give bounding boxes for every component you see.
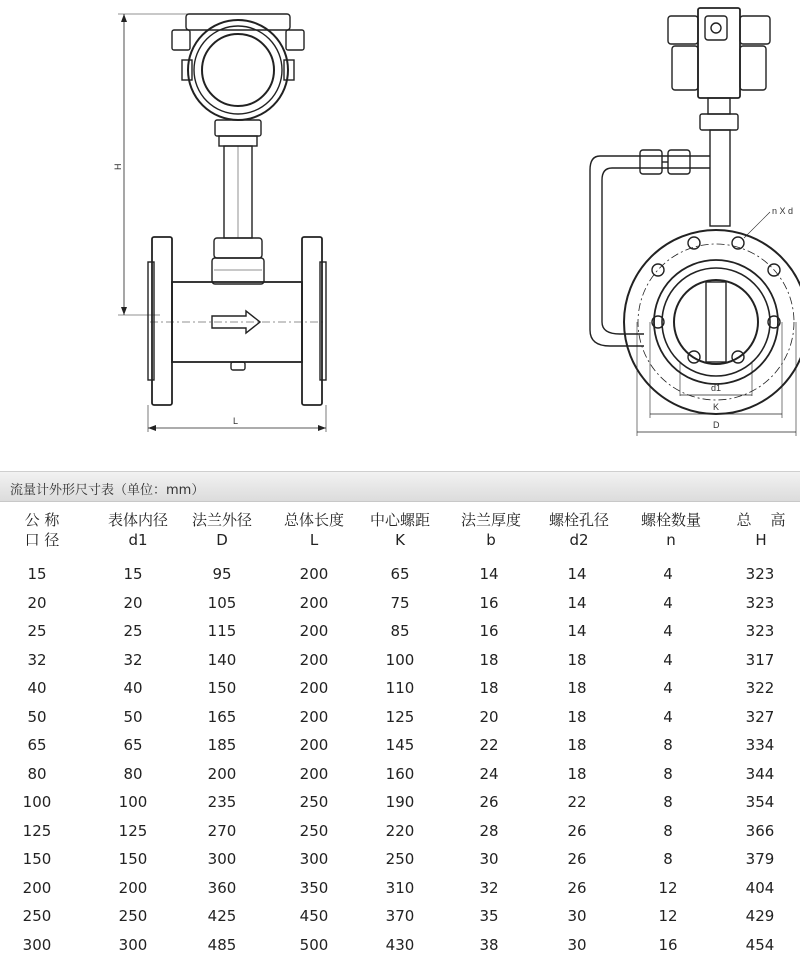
cell-bolt-hole-diameter: 18 <box>567 679 587 697</box>
table-row <box>0 846 800 875</box>
header-flange-thickness: 法兰厚度 b <box>460 511 521 549</box>
cell-flange-outer-diameter: 235 <box>207 793 237 811</box>
cell-bolt-center-distance: 65 <box>390 565 410 583</box>
cell-bolt-center-distance: 160 <box>385 764 415 783</box>
cell-body-inner-diameter: 100 <box>118 793 148 811</box>
cell-total-height: 429 <box>745 907 775 925</box>
cell-bolt-center-distance: 220 <box>385 821 415 840</box>
flowmeter-drawing <box>0 0 800 462</box>
cell-flange-outer-diameter: 425 <box>207 907 237 925</box>
cell-bolt-count: 12 <box>658 878 678 897</box>
table-row <box>0 590 800 619</box>
front-view <box>113 14 326 432</box>
cell-bolt-hole-diameter: 14 <box>567 565 587 583</box>
d1-dimension-label: d1 <box>711 383 722 393</box>
dimension-table-body <box>0 561 800 960</box>
cell-bolt-count: 4 <box>663 679 673 697</box>
cell-total-length: 200 <box>299 736 329 754</box>
cell-flange-outer-diameter: 300 <box>207 850 237 868</box>
bolt-hole-label: n X d <box>772 206 794 216</box>
cell-bolt-count: 12 <box>658 907 678 925</box>
cell-flange-thickness: 16 <box>479 593 499 612</box>
header-flange-outer-diameter: 法兰外径 D <box>191 511 252 549</box>
cell-flange-thickness: 16 <box>479 622 499 640</box>
table-row <box>0 561 800 590</box>
cell-bolt-hole-diameter: 18 <box>567 707 587 726</box>
cell-nominal-diameter: 50 <box>27 707 47 726</box>
table-row <box>0 761 800 790</box>
cell-flange-outer-diameter: 485 <box>207 935 237 954</box>
cell-bolt-hole-diameter: 30 <box>567 907 587 925</box>
cell-body-inner-diameter: 25 <box>123 622 143 640</box>
cell-flange-thickness: 30 <box>479 850 499 868</box>
table-row <box>0 932 800 961</box>
cell-body-inner-diameter: 20 <box>123 593 143 612</box>
cell-bolt-center-distance: 190 <box>385 793 415 811</box>
cell-total-height: 323 <box>745 622 775 640</box>
cell-bolt-count: 4 <box>663 622 673 640</box>
cell-nominal-diameter: 80 <box>27 764 47 783</box>
cell-flange-outer-diameter: 105 <box>207 593 237 612</box>
cell-bolt-count: 8 <box>663 821 673 840</box>
cell-bolt-hole-diameter: 30 <box>567 935 587 954</box>
cell-total-length: 200 <box>299 679 329 697</box>
table-row <box>0 818 800 847</box>
cell-nominal-diameter: 20 <box>27 593 47 612</box>
header-total-height: 总 高 H <box>736 511 786 549</box>
cell-flange-outer-diameter: 165 <box>207 707 237 726</box>
cell-bolt-center-distance: 110 <box>385 679 415 697</box>
side-view <box>590 8 800 436</box>
d-dimension-label: D <box>713 420 720 430</box>
cell-total-height: 379 <box>745 850 775 868</box>
cell-bolt-center-distance: 75 <box>390 593 410 612</box>
cell-bolt-hole-diameter: 26 <box>567 821 587 840</box>
cell-body-inner-diameter: 15 <box>123 565 143 583</box>
cell-total-length: 300 <box>299 850 329 868</box>
cell-flange-thickness: 20 <box>479 707 499 726</box>
cell-nominal-diameter: 15 <box>27 565 47 583</box>
cell-bolt-count: 8 <box>663 764 673 783</box>
cell-bolt-hole-diameter: 18 <box>567 736 587 754</box>
cell-total-length: 350 <box>299 878 329 897</box>
cell-bolt-count: 4 <box>663 593 673 612</box>
cell-bolt-center-distance: 370 <box>385 907 415 925</box>
header-bolt-center-distance: 中心螺距 K <box>369 511 430 549</box>
cell-total-length: 450 <box>299 907 329 925</box>
cell-flange-thickness: 18 <box>479 679 499 697</box>
cell-flange-thickness: 35 <box>479 907 499 925</box>
table-row <box>0 789 800 818</box>
cell-flange-outer-diameter: 200 <box>207 764 237 783</box>
table-row <box>0 732 800 761</box>
cell-total-length: 200 <box>299 622 329 640</box>
cell-total-height: 323 <box>745 593 775 612</box>
cell-bolt-hole-diameter: 14 <box>567 622 587 640</box>
cell-body-inner-diameter: 50 <box>123 707 143 726</box>
cell-bolt-hole-diameter: 26 <box>567 878 587 897</box>
cell-body-inner-diameter: 80 <box>123 764 143 783</box>
cell-total-height: 354 <box>745 793 775 811</box>
cell-body-inner-diameter: 250 <box>118 907 148 925</box>
cell-flange-outer-diameter: 150 <box>207 679 237 697</box>
table-title: 流量计外形尺寸表（单位：mm） <box>10 483 205 498</box>
cell-flange-thickness: 32 <box>479 878 499 897</box>
cell-nominal-diameter: 40 <box>27 679 47 697</box>
cell-total-height: 404 <box>745 878 775 897</box>
cell-bolt-hole-diameter: 26 <box>567 850 587 868</box>
cell-flange-outer-diameter: 115 <box>207 622 237 640</box>
table-row <box>0 647 800 676</box>
cell-body-inner-diameter: 200 <box>118 878 148 897</box>
cell-nominal-diameter: 100 <box>22 793 52 811</box>
cell-nominal-diameter: 300 <box>22 935 52 954</box>
cell-body-inner-diameter: 32 <box>123 650 143 669</box>
cell-nominal-diameter: 150 <box>22 850 52 868</box>
cell-total-height: 327 <box>745 707 775 726</box>
cell-total-height: 334 <box>745 736 775 754</box>
table-row <box>0 903 800 932</box>
cell-bolt-count: 8 <box>663 850 673 868</box>
cell-flange-thickness: 38 <box>479 935 499 954</box>
cell-flange-thickness: 14 <box>479 565 499 583</box>
cell-bolt-center-distance: 430 <box>385 935 415 954</box>
header-bolt-hole-diameter: 螺栓孔径 d2 <box>548 511 609 549</box>
table-row <box>0 875 800 904</box>
cell-total-length: 200 <box>299 650 329 669</box>
l-dimension-label: L <box>233 416 239 426</box>
cell-bolt-count: 8 <box>663 793 673 811</box>
cell-bolt-center-distance: 145 <box>385 736 415 754</box>
cell-body-inner-diameter: 150 <box>118 850 148 868</box>
cell-bolt-count: 4 <box>663 650 673 669</box>
header-nominal-diameter: 公 称 口 径 <box>24 511 60 549</box>
cell-bolt-center-distance: 310 <box>385 878 415 897</box>
table-title-bar <box>0 471 800 502</box>
cell-nominal-diameter: 125 <box>22 821 52 840</box>
header-total-length: 总体长度 L <box>283 511 344 549</box>
cell-flange-thickness: 22 <box>479 736 499 754</box>
cell-bolt-count: 4 <box>663 565 673 583</box>
cell-flange-thickness: 28 <box>479 821 499 840</box>
cell-nominal-diameter: 25 <box>27 622 47 640</box>
cell-total-height: 317 <box>745 650 775 669</box>
cell-flange-outer-diameter: 185 <box>207 736 237 754</box>
cell-total-height: 323 <box>745 565 775 583</box>
cell-nominal-diameter: 200 <box>22 878 52 897</box>
cell-nominal-diameter: 65 <box>27 736 47 754</box>
cell-bolt-center-distance: 125 <box>385 707 415 726</box>
cell-total-length: 250 <box>299 821 329 840</box>
header-body-inner-diameter: 表体内径 d1 <box>107 511 168 549</box>
cell-flange-outer-diameter: 270 <box>207 821 237 840</box>
cell-body-inner-diameter: 300 <box>118 935 148 954</box>
cell-bolt-count: 16 <box>658 935 678 954</box>
cell-body-inner-diameter: 125 <box>118 821 148 840</box>
cell-total-height: 454 <box>745 935 775 954</box>
cell-bolt-count: 8 <box>663 736 673 754</box>
cell-flange-thickness: 26 <box>479 793 499 811</box>
cell-total-length: 200 <box>299 707 329 726</box>
cell-total-height: 366 <box>745 821 775 840</box>
cell-flange-thickness: 18 <box>479 650 499 669</box>
cell-body-inner-diameter: 40 <box>123 679 143 697</box>
k-dimension-label: K <box>713 402 720 412</box>
table-header <box>0 510 800 552</box>
table-row <box>0 675 800 704</box>
cell-bolt-center-distance: 250 <box>385 850 415 868</box>
cell-total-length: 250 <box>299 793 329 811</box>
cell-nominal-diameter: 32 <box>27 650 47 669</box>
cell-total-length: 500 <box>299 935 329 954</box>
h-dimension-label: H <box>113 163 123 170</box>
cell-total-height: 344 <box>745 764 775 783</box>
cell-bolt-center-distance: 100 <box>385 650 415 669</box>
cell-total-length: 200 <box>299 565 329 583</box>
cell-bolt-hole-diameter: 18 <box>567 764 587 783</box>
cell-bolt-hole-diameter: 14 <box>567 593 587 612</box>
header-bolt-count: 螺栓数量 n <box>640 511 701 549</box>
table-row <box>0 704 800 733</box>
cell-bolt-hole-diameter: 18 <box>567 650 587 669</box>
table-row <box>0 618 800 647</box>
cell-flange-outer-diameter: 95 <box>212 565 232 583</box>
cell-bolt-hole-diameter: 22 <box>567 793 587 811</box>
cell-nominal-diameter: 250 <box>22 907 52 925</box>
cell-flange-thickness: 24 <box>479 764 499 783</box>
cell-total-length: 200 <box>299 593 329 612</box>
cell-flange-outer-diameter: 140 <box>207 650 237 669</box>
cell-total-length: 200 <box>299 764 329 783</box>
cell-bolt-count: 4 <box>663 707 673 726</box>
cell-flange-outer-diameter: 360 <box>207 878 237 897</box>
cell-total-height: 322 <box>745 679 775 697</box>
cell-bolt-center-distance: 85 <box>390 622 410 640</box>
cell-body-inner-diameter: 65 <box>123 736 143 754</box>
